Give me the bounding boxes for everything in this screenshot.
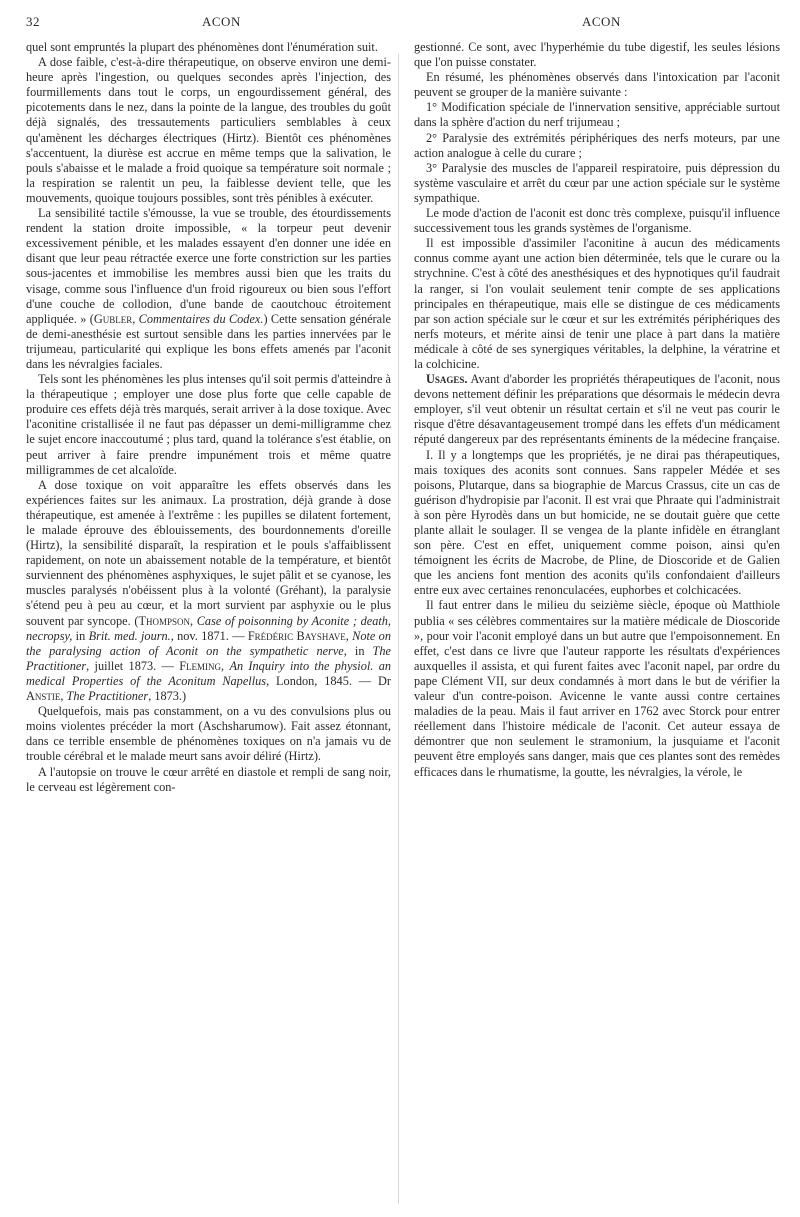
citation-journal: The Practitioner [26, 643, 391, 673]
text: , 1873.) [148, 689, 187, 704]
paragraph: gestionné. Ce sont, avec l'hyperhémie du tube digestif, les seules lésions que l'on puisse constater. [414, 40, 780, 70]
paragraph: Il faut entrer dans le milieu du seizième siècle, époque où Matthiole publia « ses célèbres commentaires sur la matière médicale de Dioscoride », pour voir l'aconit employé dans un but autre que l'empoisonnement. En effet, c'est dans ce livre que l'auteur rapporte les résultats d'expériences auxquelles il assista, et qui furent faites avec l'aconit napel, par ordre du pape Clément VII, sur deux condamnés à mort dans le but de vérifier la valeur d'un contre-poison. Avicenne le vante aussi contre certaines maladies de la peau. Mais il faut arriver en 1762 avec Storck pour entrer réellement dans l'histoire médicale de l'aconit. Cet auteur essaya de démontrer que non seulement le stramonium, la jusquiame et l'aconit peuvent être employés sans danger, mais que ces plantes sont des remèdes efficaces dans le rhumatisme, la goutte, les névralgies, la vérole, le [414, 598, 780, 779]
author-name: Fleming [179, 658, 222, 673]
left-column [26, 40, 391, 795]
author-name: Frédéric Bayshave [247, 628, 346, 643]
author-name: Gubler [93, 311, 133, 326]
text: , [221, 658, 230, 673]
page-header [0, 14, 800, 34]
citation-journal: The Practitioner [66, 689, 149, 704]
paragraph: Quelquefois, mais pas constamment, on a vu des convulsions plus ou moins violentes précéder la mort (Aschsharumow). Fait assez étonnant, dans ce terrible ensemble de phénomènes toxiques on n'a jamais vu de trouble cérébral et le malade meurt sans avoir déliré (Hirtz). [26, 704, 391, 764]
paragraph: I. Il y a longtemps que les propriétés, je ne dirai pas thérapeutiques, mais toxiques des aconits sont connues. Sans rappeler Médée et ses poisons, Plutarque, dans sa biographie de Marcus Crassus, cite un cas de guérison d'hydropisie par l'aconit. Il est vrai que Phraate qui l'administrait à son père Hyrodès dans un but homicide, ne se doutait guère que cette plante allait le soulager. Il se vengea de la plante infidèle en étranglant son père. C'est en effet, uniquement comme poison, ainsi qu'en témoignent les écrits de Macrobe, de Pline, de Dioscoride et de Galien que les anciens font mention des aconits qu'ils confondaient d'ailleurs entre eux avec certaines renonculacées, euphorbes et colchicacées. [414, 447, 780, 598]
paragraph: Le mode d'action de l'aconit est donc très complexe, puisqu'il influence successivement tous les grands systèmes de l'organisme. [414, 206, 780, 236]
paragraph [26, 206, 391, 372]
running-head-right: ACON [582, 14, 621, 29]
list-item: 3° Paralysie des muscles de l'appareil respiratoire, puis dépression du système vasculaire et arrêt du cœur par une action spéciale sur le système sympathique. [414, 160, 780, 205]
text: in [72, 628, 89, 643]
paragraph: A dose faible, c'est-à-dire thérapeutique, on observe environ une demi-heure après l'ingestion, ou quelques secondes après l'injection, des fourmillements dans tout le corps, un engourdissement général, des picotements dans le nez, dans la pointe de la langue, des troubles du goût déjà signalés, des tressautements particuliers semblables à ceux qu'amènent les décharges électriques (Hirtz). Bientôt ces phénomènes s'accentuent, la diurèse est accrue en même temps que la salivation, le pouls s'abaisse et le malade a froid quoique sa température soit normale ; la respiration se ralentit un peu, la faiblesse devient telle, que les mouvements, quoique toujours possibles, sont très pénibles à exécuter. [26, 55, 391, 205]
section-heading: Usages. [426, 372, 468, 387]
text: La sensibilité tactile s'émousse, la vue se trouble, des étourdissements rendent la station droite impossible, « la torpeur peut devenir excessivement pénible, et les malades essayent d'en donner une idée en disant que leur peau rétractée exerce une forte constriction sur les parties sous-jacentes et immobilise les membres aussi bien que les traits du visage, comme sous l'influence d'un froid rigoureux ou bien sous l'effort d'une couche de collodion, d'une bande de caoutchouc étroitement appliquée. » ( [26, 206, 391, 326]
list-item: 2° Paralysie des extrémités périphériques des nerfs moteurs, par une action analogue à celle du curare ; [414, 130, 780, 160]
citation-journal: Brit. med. journ. [88, 628, 171, 643]
text: A dose toxique on voit apparaître les effets observés dans les expériences faites sur les animaux. La prostration, déjà grande à dose thérapeutique, est amenée à l'extrême : les pupilles se dilatent fortement, le malade éprouve des éblouissements, des bourdonnements d'oreille (Hirtz), la sensibilité disparaît, la respiration et le pouls s'affaiblissent rapidement, on note un abaissement notable de la température, et bientôt surviennent des phénomènes asphyxiques, le sujet pâlit et se cyanose, les muscles paralysés n'obéissent plus à la volonté (Gréhant), la paralysie s'étend peu à peu au cœur, et la mort survient par asphyxie ou le plus souvent par syncope. ( [26, 477, 391, 628]
text: in [346, 643, 373, 658]
author-name: Thompson [138, 613, 190, 628]
text: Avant d'aborder les propriétés thérapeutiques de l'aconit, nous devons nettement définir les préparations que désormais le médecin devra employer, s'il veut obtenir un résultat certain et s'il ne veut pas courir le risque d'être désavantageusement trompé dans les effets d'un médicament réputé dangereux par des représentants éminents de la médecine française. [414, 372, 781, 447]
page-number: 32 [26, 14, 40, 29]
paragraph: Il est impossible d'assimiler l'aconitine à aucun des médicaments connus comme ayant une action bien déterminée, tels que le curare ou la strychnine. C'est à côté des anesthésiques et des hypnotiques qu'il faudrait la ranger, si l'on voulait seulement tenir compte de ses applications principales en thérapeutique, mais elle se distingue de ces médicaments par son action spéciale sur le cœur et sur les extrémités périphériques des nerfs moteurs, et mérite ainsi de tenir une place à part dans la matière médicale à côté de ses synergiques véritables, la delphine, la vératrine et la colchicine. [414, 236, 780, 371]
text: , [345, 628, 353, 643]
text: , [132, 311, 139, 326]
paragraph: En résumé, les phénomènes observés dans l'intoxication par l'aconit peuvent se grouper de la manière suivante : [414, 70, 780, 100]
text: Dr [378, 673, 391, 688]
list-item: 1° Modification spéciale de l'innervation sensitive, appréciable surtout dans la sphère d'action du nerf trijumeau ; [414, 100, 780, 130]
text: , juillet 1873. — [86, 658, 180, 673]
paragraph: Tels sont les phénomènes les plus intenses qu'il soit permis d'atteindre à la thérapeutique ; employer une dose plus forte que celle capable de produire ces effets déjà très marqués, serait arriver à la dose toxique. Avec l'aconitine cristallisée il ne faut pas dépasser un demi-milligramme chez le sujet encore inaccoutumé ; plus tard, quand la tolérance s'est établie, on peut arriver à faire prendre impunément trois et même quatre milligrammes de cet alcaloïde. [26, 372, 391, 477]
column-divider [398, 54, 401, 1204]
paragraph: A l'autopsie on trouve le cœur arrêté en diastole et rempli de sang noir, le cerveau est légèrement con- [26, 764, 391, 794]
citation-title: An Inquiry into the physiol. an medical Properties of the Aconitum Napellus [26, 658, 391, 688]
citation-title: Commentaires du Codex. [138, 311, 264, 326]
paragraph [414, 372, 780, 447]
text: , [189, 613, 197, 628]
author-name: Anstie [26, 689, 61, 704]
paragraph: quel sont empruntés la plupart des phénomènes dont l'énumération suit. [26, 40, 378, 54]
text: , nov. 1871. — [170, 628, 248, 643]
paragraph [26, 478, 391, 704]
citation-title: Case of poisonning by Aconite ; death, necropsy, [26, 613, 391, 643]
text: , [60, 689, 67, 704]
citation-title: Note on the paralysing action of Aconit on the sympathetic nerve, [26, 628, 391, 658]
running-head-left: ACON [202, 14, 241, 29]
text: ) Cette sensation générale de demi-anesthésie est surtout sensible dans les parties innervées par le trijumeau, particularité qui explique les bons effets amenés par l'aconit dans les névralgies faciales. [26, 311, 391, 371]
right-column [414, 40, 780, 780]
text: , London, 1845. — [266, 673, 378, 688]
